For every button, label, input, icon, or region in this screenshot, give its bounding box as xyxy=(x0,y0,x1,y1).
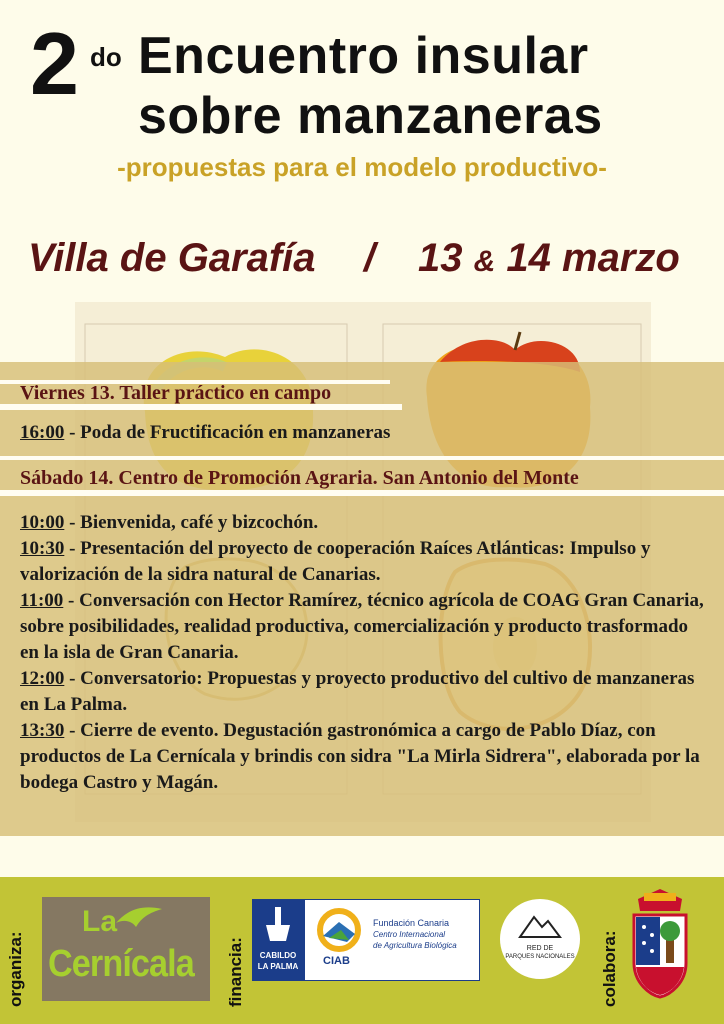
program-item xyxy=(20,588,710,666)
item-text: - Poda de Fructificación en manzaneras xyxy=(64,422,391,443)
day1-item xyxy=(20,420,710,446)
day2-heading: Sábado 14. Centro de Promoción Agraria. San Antonio del Monte xyxy=(20,467,579,489)
program-item xyxy=(20,536,710,588)
cabildo-line1: CABILDO xyxy=(259,951,297,960)
heading-strip-bottom xyxy=(0,404,402,410)
bird-icon xyxy=(114,903,164,931)
ciab-line2: Centro Internacional xyxy=(373,930,446,939)
item-time: 10:30 xyxy=(20,538,65,559)
heading-strip-bottom xyxy=(0,490,724,496)
item-time: 10:00 xyxy=(20,512,65,533)
cabildo-emblem-icon xyxy=(262,905,294,945)
event-place: Villa de Garafía xyxy=(28,236,316,280)
date-day-b: 14 marzo xyxy=(506,236,680,280)
item-text: - Presentación del proyecto de cooperación Raíces Atlánticas: Impulso y valorización de la sidra natural de Canarias. xyxy=(20,538,651,585)
program-item xyxy=(20,510,710,536)
event-date xyxy=(418,236,680,281)
colabora-label: colabora: xyxy=(600,930,619,1007)
title-line-2: sobre manzaneras xyxy=(138,87,603,145)
sponsor-footer xyxy=(0,877,724,1024)
day2-list xyxy=(20,510,710,796)
place-date-separator: / xyxy=(364,236,376,280)
parques-line1: RED DE xyxy=(526,945,554,952)
item-text: - Cierre de evento. Degustación gastronómica a cargo de Pablo Díaz, con productos de La Cernícala y brindis con sidra "La Mirla Sidrera", elaborada por la bodega Castro y Magán. xyxy=(20,720,700,793)
organiza-label: organiza: xyxy=(6,931,25,1007)
coat-of-arms-icon xyxy=(630,887,690,999)
ciab-line1: Fundación Canaria xyxy=(373,918,450,928)
item-text: - Bienvenida, café y bizcochón. xyxy=(64,512,319,533)
ciab-short: CIAB xyxy=(323,955,350,967)
program-item xyxy=(20,718,710,796)
parques-nacionales-logo xyxy=(500,899,580,979)
program-item xyxy=(20,666,710,718)
ciab-emblem-icon xyxy=(315,908,363,952)
ciab-logo xyxy=(304,899,480,981)
cabildo-logo xyxy=(252,899,304,981)
financia-label: financia: xyxy=(226,937,245,1007)
day1-heading: Viernes 13. Taller práctico en campo xyxy=(20,382,332,404)
cernicala-logo xyxy=(42,897,210,1001)
item-time: 13:30 xyxy=(20,720,65,741)
cernicala-logo-line2: Cernícala xyxy=(48,943,194,985)
date-ampersand: & xyxy=(473,245,496,278)
mountain-icon xyxy=(518,911,562,939)
item-text: - Conversación con Hector Ramírez, técnico agrícola de COAG Gran Canaria, sobre posibilidades, realidad productiva, comercialización y producto trasformado en la isla de Gran Canaria. xyxy=(20,590,704,663)
cabildo-line2: LA PALMA xyxy=(257,962,299,971)
ciab-line3: de Agricultura Biológica xyxy=(373,941,457,950)
item-time: 12:00 xyxy=(20,668,65,689)
parques-line2: PARQUES NACIONALES xyxy=(505,954,575,960)
heading-strip-top xyxy=(0,456,724,460)
date-day-a: 13 xyxy=(418,236,463,280)
item-time: 11:00 xyxy=(20,590,64,611)
subtitle: -propuestas para el modelo productivo- xyxy=(117,152,607,182)
item-time: 16:00 xyxy=(20,422,65,443)
edition-ordinal: do xyxy=(90,42,122,72)
edition-number: 2 xyxy=(30,14,79,113)
title-line-1: Encuentro insular xyxy=(138,27,589,85)
item-text: - Conversatorio: Propuestas y proyecto productivo del cultivo de manzaneras en La Palma. xyxy=(20,668,695,715)
cernicala-logo-line1: La xyxy=(82,905,118,938)
